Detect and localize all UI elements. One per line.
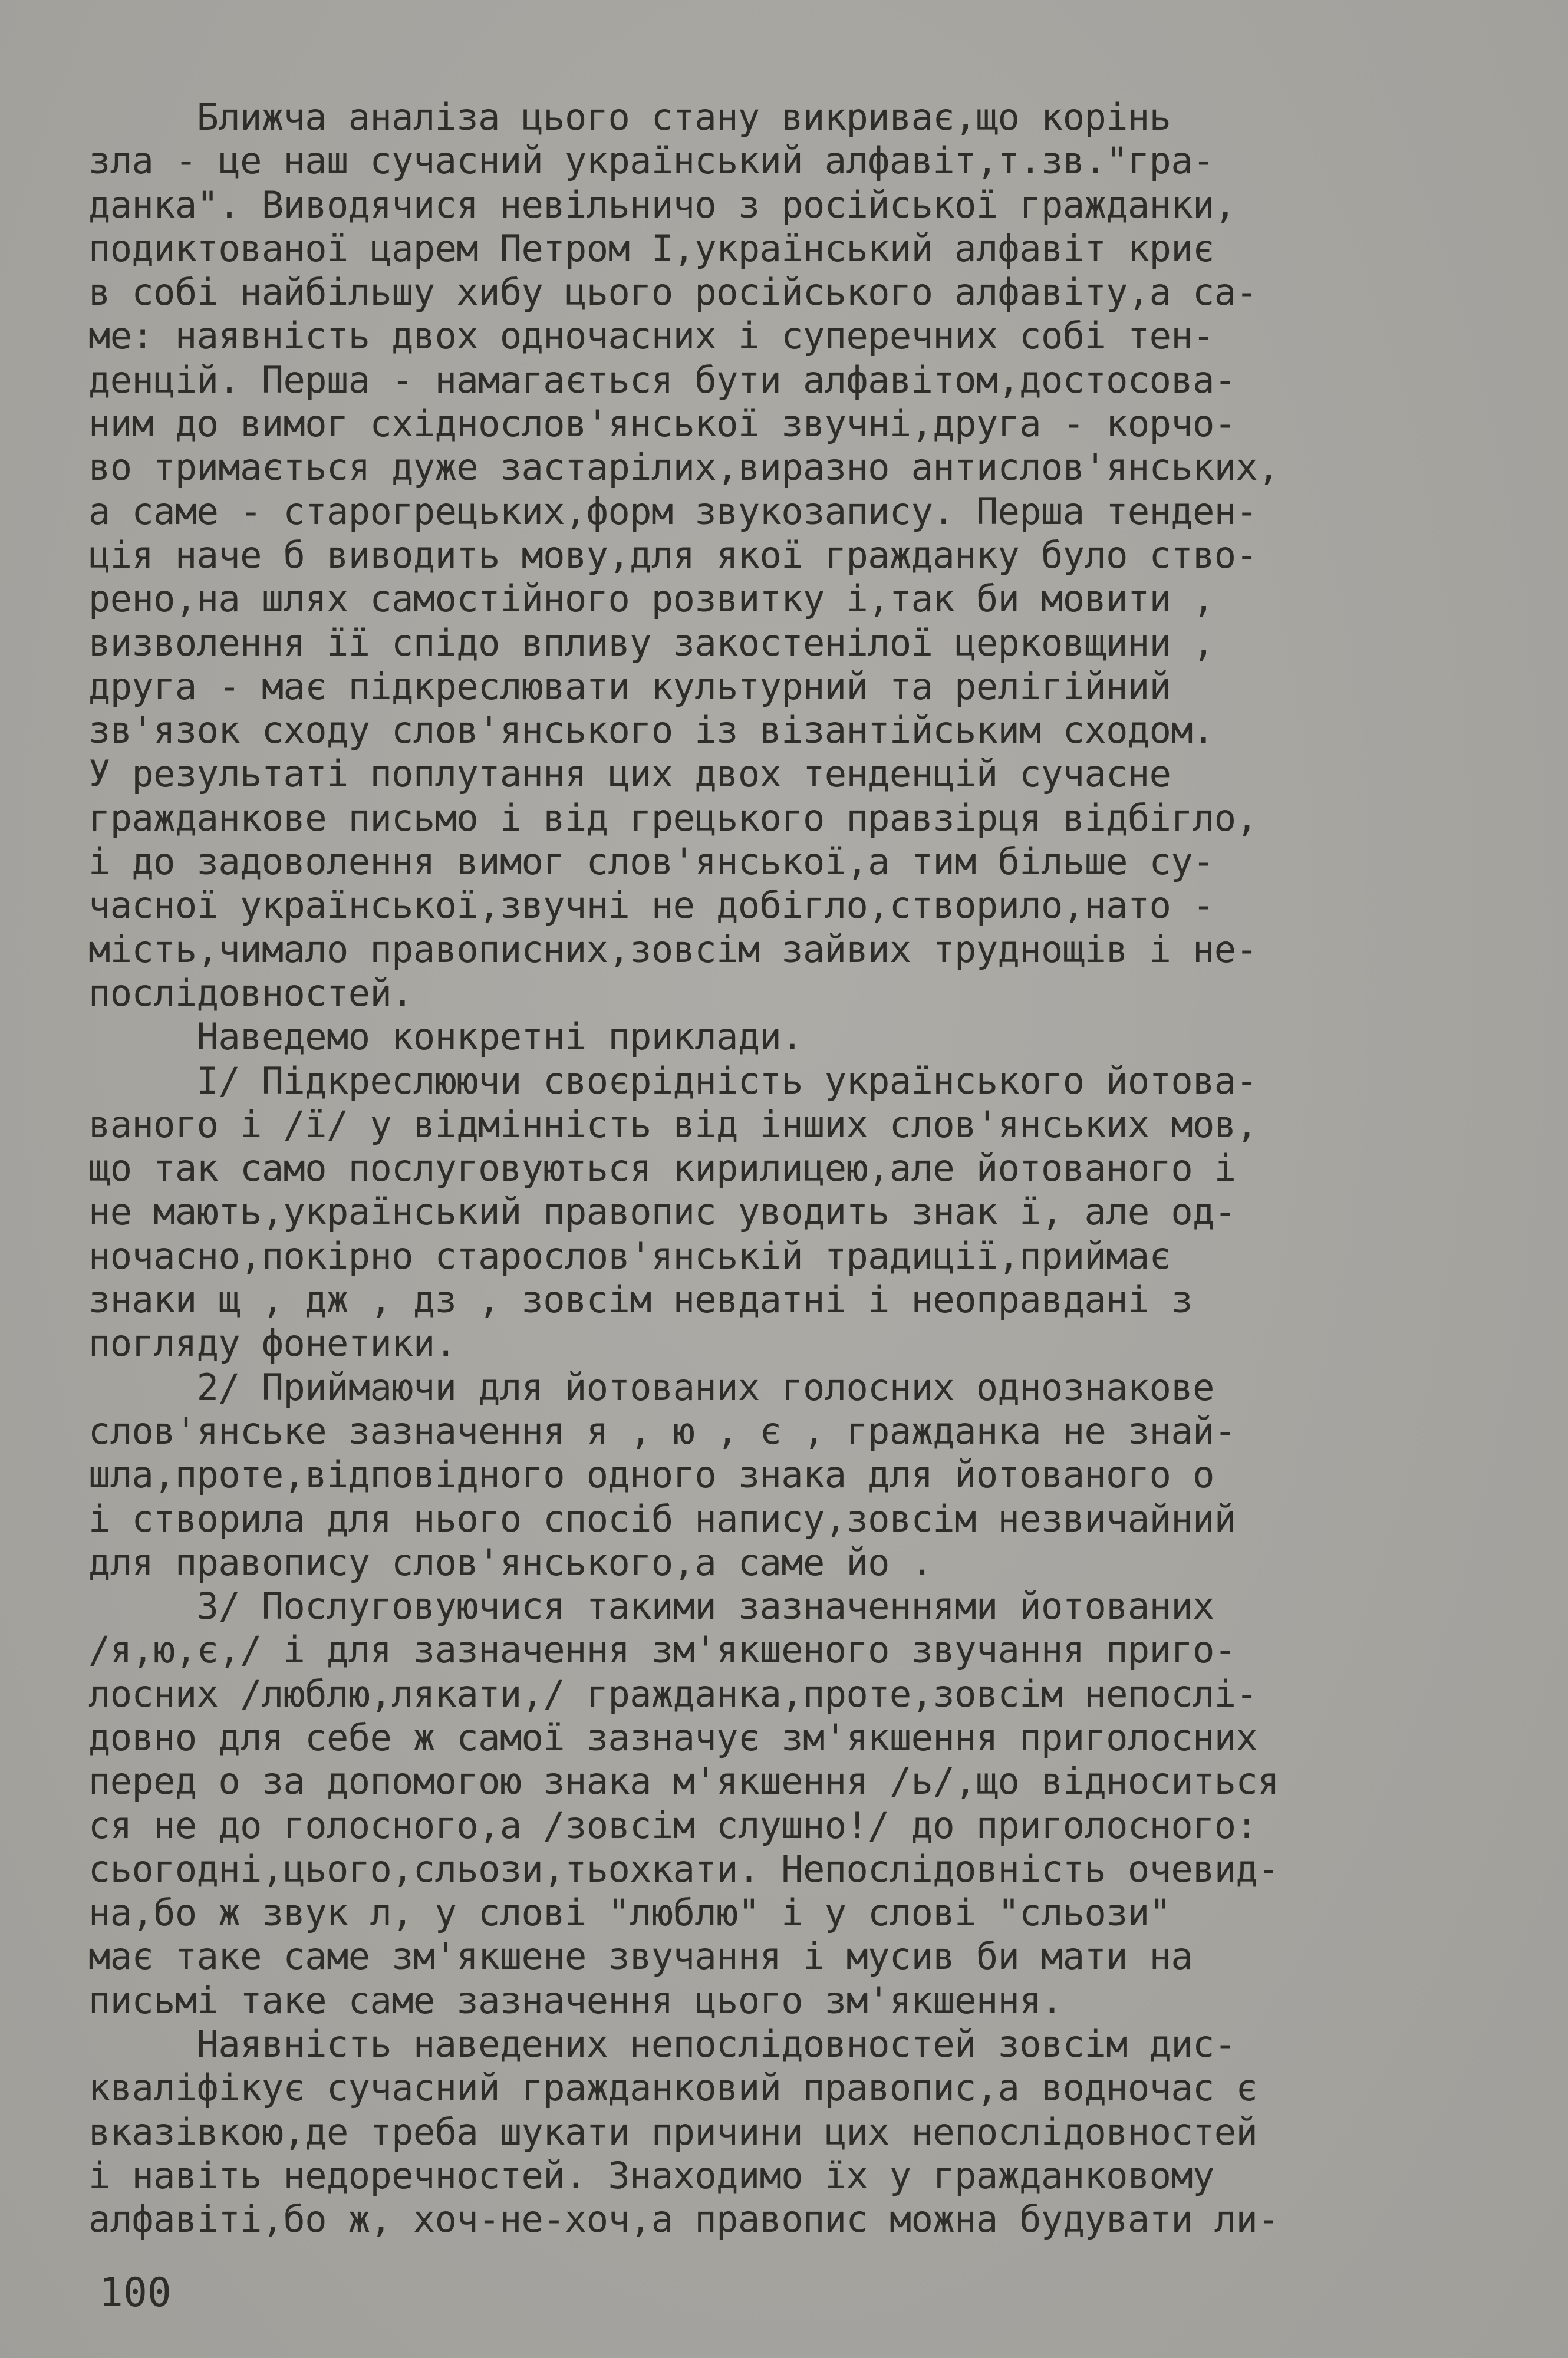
text-line: друга - має підкреслювати культурний та релігійний [88, 664, 1171, 708]
text-line: довно для себе ж самої зазначує зм'якшення приголосних [88, 1715, 1258, 1759]
text-line: вказівкою,де треба шукати причини цих непослідовностей [88, 2110, 1258, 2153]
text-line: для правопису слов'янського,а саме йо . [88, 1540, 933, 1584]
text-line: письмі таке саме зазначення цього зм'якшення. [88, 1978, 1063, 2022]
text-line: ночасно,покірно старослов'янській традиції,приймає [88, 1234, 1171, 1277]
text-line: визволення її спідо впливу закостенілої церковщини , [88, 621, 1214, 664]
text-line: подиктованої царем Петром I,український алфавіт криє [88, 226, 1214, 270]
text-line: що так само послуговуються кирилицею,але йотованого і [88, 1147, 1236, 1190]
body-text [88, 95, 1503, 2242]
text-line: має таке саме зм'якшене звучання і мусив би мати на [88, 1935, 1193, 1978]
text-line: шла,проте,відповідного одного знака для йотованого о [88, 1453, 1214, 1497]
text-line: ме: наявність двох одночасних і суперечних собі тен- [88, 314, 1214, 358]
text-line: на,бо ж звук л, у слові "люблю" і у слові "сльози" [88, 1891, 1171, 1935]
text-line: 2/ Приймаючи для йотованих голосних однознакове [88, 1365, 1214, 1409]
text-line: денцій. Перша - намагається бути алфавітом,достосова- [88, 358, 1236, 401]
text-line: данка". Виводячися невільничо з російської гражданки, [88, 183, 1236, 226]
text-line: во тримається дуже застарілих,виразно антислов'янських, [88, 446, 1279, 489]
text-line: Наведемо конкретні приклади. [88, 1015, 803, 1059]
text-line: 3/ Послуговуючися такими зазначеннями йотованих [88, 1585, 1214, 1628]
text-line: погляду фонетики. [88, 1322, 457, 1365]
text-line: кваліфікує сучасний гражданковий правопис,а водночас є [88, 2066, 1258, 2110]
page-number: 100 [99, 2270, 172, 2316]
text-line: ним до вимог східнослов'янської звучні,друга - корчо- [88, 402, 1236, 446]
text-line: сьогодні,цього,сльози,тьохкати. Непослідовність очевид- [88, 1847, 1279, 1891]
text-line: ваного і /ї/ у відмінність від інших слов'янських мов, [88, 1102, 1258, 1146]
text-line: і навіть недоречностей. Знаходимо їх у гражданковому [88, 2153, 1214, 2197]
text-line: мість,чимало правописних,зовсім зайвих труднощів і не- [88, 927, 1258, 971]
text-line: і до задоволення вимог слов'янської,а тим більше су- [88, 840, 1214, 884]
text-line: лосних /люблю,лякати,/ гражданка,проте,зовсім непослі- [88, 1672, 1258, 1715]
text-line: послідовностей. [88, 971, 413, 1015]
text-line: У результаті поплутання цих двох тенденцій сучасне [88, 752, 1171, 796]
text-line: не мають,український правопис уводить знак ї, але од- [88, 1190, 1236, 1234]
text-line: а саме - старогрецьких,форм звукозапису. Перша тенден- [88, 489, 1258, 533]
text-line: алфавіті,бо ж, хоч-не-хоч,а правопис можна будувати ли- [88, 2198, 1279, 2241]
text-line: ція наче б виводить мову,для якої гражданку було ство- [88, 533, 1258, 577]
text-line: зла - це наш сучасний український алфавіт,т.зв."гра- [88, 139, 1214, 183]
text-line: гражданкове письмо і від грецького правзірця відбігло, [88, 796, 1258, 839]
text-line: зв'язок сходу слов'янського із візантійським сходом. [88, 709, 1214, 752]
text-line: I/ Підкреслюючи своєрідність українського йотова- [88, 1059, 1258, 1102]
text-line: рено,на шлях самостійного розвитку і,так би мовити , [88, 577, 1214, 621]
text-line: Наявність наведених непослідовностей зовсім дис- [88, 2023, 1236, 2066]
text-line: Ближча аналіза цього стану викриває,що корінь [88, 95, 1171, 139]
text-line: в собі найбільшу хибу цього російського алфавіту,а са- [88, 271, 1258, 314]
text-line: ся не до голосного,а /зовсім слушно!/ до приголосного: [88, 1803, 1258, 1847]
text-line: слов'янське зазначення я , ю , є , гражданка не знай- [88, 1409, 1236, 1453]
text-line: /я,ю,є,/ і для зазначення зм'якшеного звучання приго- [88, 1628, 1236, 1672]
text-line: і створила для нього спосіб напису,зовсім незвичайний [88, 1497, 1236, 1540]
text-line: перед о за допомогою знака м'якшення /ь/,що відноситься [88, 1760, 1279, 1803]
text-line: часної української,звучні не добігло,створило,нато - [88, 884, 1214, 927]
text-line: знаки щ , дж , дз , зовсім невдатні і неоправдані з [88, 1278, 1193, 1322]
